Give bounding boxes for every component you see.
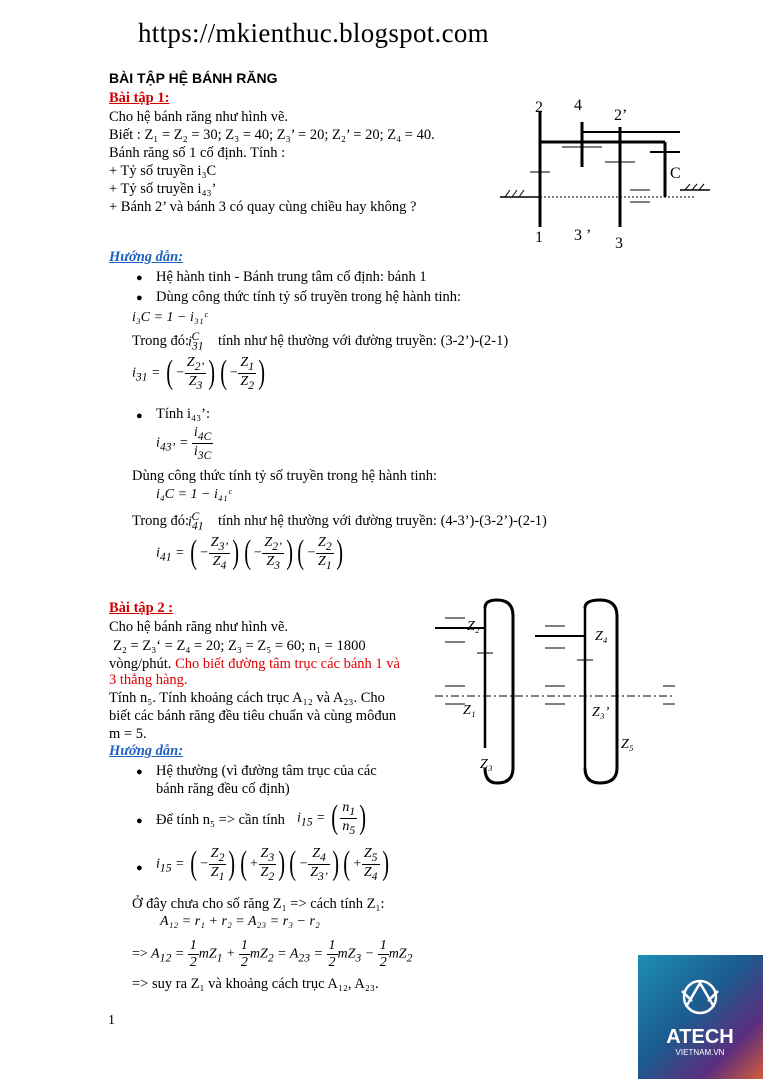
ex2-line: Cho hệ bánh răng như hình vẽ. — [109, 619, 289, 635]
ex1-guide-title: Hướng dẫn: — [109, 249, 184, 265]
ex2-line: vòng/phút. Cho biết đường tâm trục các bánh 1 và — [109, 656, 400, 672]
label-3: 3 — [615, 235, 623, 252]
ex1-where-text: tính như hệ thường với đường truyền: (4-3’)-(3-2’)-(2-1) — [218, 513, 547, 529]
ex1-line: + Tỷ số truyền i₄₃’ — [109, 181, 217, 197]
label-z1: Z₁ — [463, 703, 476, 718]
formula-a12-m: => $A_{12}$ = $\frac{1}{2}$ $mZ_1$ + $\frac{1}{2}$ $mZ_2 = A_{23}$ = $\frac{1}{2}$ $mZ_3$ − $\frac{1}{2}$ $mZ_2$ — [132, 938, 413, 970]
ex2-text: Ở đây chưa cho số răng Z₁ => cách tính Z₁: — [132, 896, 385, 912]
atech-logo[interactable] — [638, 955, 763, 1079]
bullet-icon: ● — [136, 815, 143, 827]
label-3p: 3 ’ — [574, 227, 592, 244]
ex1-line: Biết : Z₁ = Z₂ = 30; Z₃ = 40; Z₃’ = 20; Z₂’ = 20; Z₄ = 40. — [109, 127, 435, 143]
exercise-1-title: Bài tập 1: — [109, 90, 170, 106]
ex2-line: m = 5. — [109, 726, 147, 742]
formula-a12: A₁₂ = r₁ + r₂ = A₂₃ = r₃ − r₂ — [160, 914, 320, 929]
gear-diagram-1 — [490, 92, 720, 252]
bullet-icon: ● — [136, 410, 143, 422]
logo-text: ATECH — [666, 1026, 734, 1048]
ex2-line: Z₂ = Z₃‘ = Z₄ = 20; Z₃ = Z₅ = 60; n₁ = 1800 — [113, 638, 366, 654]
exercise-2-title: Bài tập 2 : — [109, 600, 174, 616]
ex1-bullet: Dùng công thức tính tỷ số truyền trong hệ hành tinh: — [156, 289, 462, 305]
ex1-line: + Tỷ số truyền i₃C — [109, 163, 217, 179]
ex2-line: 3 thẳng hàng. — [109, 672, 188, 688]
ex1-bullet: Hệ hành tinh - Bánh trung tâm cố định: bánh 1 — [156, 269, 427, 285]
ex1-bullet: Tính i₄₃’: — [156, 406, 211, 422]
formula-i4c: i₄C = 1 − i₄₁ᶜ — [156, 487, 232, 502]
formula-i15-n: $i_{15}$ = ( $\frac{n_1}{n_5}$ ) — [297, 799, 367, 837]
label-z3: Z₃ — [480, 757, 493, 772]
ex2-guide-title: Hướng dẫn: — [109, 743, 184, 759]
gear-diagram-2 — [435, 598, 675, 788]
ex1-where-text: tính như hệ thường với đường truyền: (3-2’)-(2-1) — [218, 333, 509, 349]
logo-subtext: VIETNAM.VN — [675, 1048, 725, 1057]
ex2-bullet: Để tính n₅ => cần tính — [156, 812, 285, 828]
ex1-line: Bánh răng số 1 cố định. Tính : — [109, 145, 286, 161]
page-number: 1 — [108, 1013, 115, 1028]
symbol-i31c: $i_{31}^C$ — [188, 330, 204, 353]
bullet-icon: ● — [136, 766, 143, 778]
bullet-icon: ● — [136, 292, 143, 304]
formula-i3c: i₃C = 1 − i₃₁ᶜ — [132, 310, 208, 325]
label-c: C — [670, 165, 681, 182]
label-4: 4 — [574, 97, 582, 114]
ex1-line: + Bánh 2’ và bánh 3 có quay cùng chiều hay không ? — [109, 199, 417, 215]
ex2-line: Tính n₅. Tính khoảng cách trục A₁₂ và A₂₃. Cho — [109, 690, 385, 706]
ex2-bullet: Hệ thường (vì đường tâm trục của các — [156, 763, 377, 779]
label-1: 1 — [535, 229, 543, 246]
symbol-i41c: $i_{41}^C$ — [188, 510, 204, 533]
blog-url[interactable]: https://mkienthuc.blogspot.com — [138, 18, 489, 48]
bullet-icon: ● — [136, 862, 143, 874]
ex2-line: biết các bánh răng đều tiêu chuẩn và cùng môđun — [109, 708, 397, 724]
ex1-text: Dùng công thức tính tỷ số truyền trong hệ hành tinh: — [132, 468, 438, 484]
document-title: BÀI TẬP HỆ BÁNH RĂNG — [109, 70, 278, 86]
ex1-where: Trong đó: — [132, 513, 190, 529]
label-z4: Z₄ — [595, 629, 608, 644]
label-z2: Z₂ — [467, 619, 480, 634]
formula-i31c: $i_{31}$ = ( − $\frac{Z_{2’}}{Z_3}$ ) ( − $\frac{Z_1}{Z_2}$ ) — [132, 354, 266, 392]
label-2p: 2’ — [614, 107, 628, 124]
ex1-where: Trong đó: — [132, 333, 190, 349]
ex1-line: Cho hệ bánh răng như hình vẽ. — [109, 109, 289, 125]
label-z5: Z₅ — [621, 737, 634, 752]
label-z3p: Z₃’ — [592, 705, 610, 720]
label-2: 2 — [535, 99, 543, 116]
formula-i15-z: $i_{15}$ = ( − $\frac{Z_2}{Z_1}$ ) ( + $\frac{Z_3}{Z_2}$ ) ( − $\frac{Z_4}{Z_{3’}}$ ) ( + $\frac{Z_5}{Z_4}$ ) — [156, 845, 389, 883]
formula-i41c: $i_{41}$ = ( − $\frac{Z_{3’}}{Z_4}$ ) ( − $\frac{Z_{2’}}{Z_3}$ ) ( − $\frac{Z_2}{Z_1}$ ) — [156, 534, 343, 572]
ex2-final: => suy ra Z₁ và khoảng cách trục A₁₂, A₂₃. — [132, 976, 379, 992]
atech-logo-icon — [638, 955, 763, 1079]
bullet-icon: ● — [136, 272, 143, 284]
formula-i43: $i_{43’}$ = $\frac{i_{4C}}{i_{3C}}$ — [156, 425, 212, 462]
ex2-bullet: bánh răng đều cố định) — [156, 781, 290, 797]
